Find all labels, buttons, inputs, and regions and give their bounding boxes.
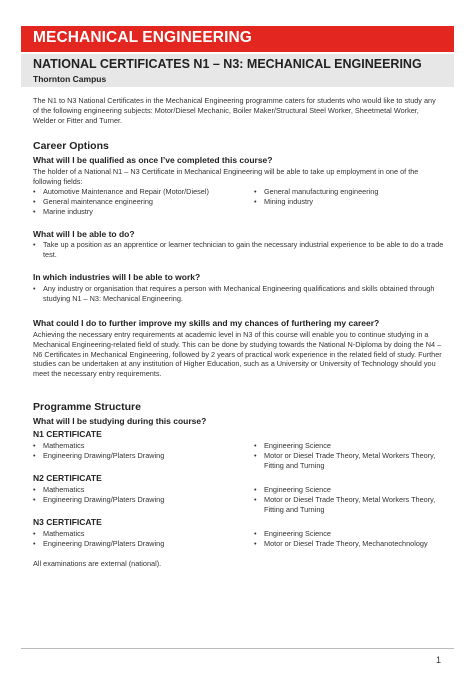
n3-subjects-left: [33, 529, 248, 549]
industries-question: In which industries will I be able to work?: [33, 272, 201, 282]
n3-certificate-title: N3 CERTIFICATE: [33, 517, 102, 527]
fields-list-right: [254, 187, 444, 207]
career-options-heading: Career Options: [33, 140, 109, 152]
banner-title: MECHANICAL ENGINEERING: [33, 29, 252, 46]
list-item: • Motor or Diesel Trade Theory, Metal Workers Theory, Fitting and Turning: [254, 451, 449, 471]
campus-name: Thornton Campus: [33, 74, 107, 84]
examinations-note: All examinations are external (national).: [33, 559, 162, 568]
course-header: [21, 54, 454, 87]
n1-subjects-right: [254, 441, 449, 470]
studying-question: What will I be studying during this course?: [33, 416, 207, 426]
list-item: • Motor or Diesel Trade Theory, Metal Workers Theory, Fitting and Turning: [254, 495, 449, 515]
list-item: • Engineering Drawing/Platers Drawing: [33, 539, 248, 549]
list-item: • Engineering Drawing/Platers Drawing: [33, 495, 248, 505]
n2-subjects-left: [33, 485, 248, 505]
able-to-do-item: • Take up a position as an apprentice or learner technician to gain the necessary industrial experience to be able to do a trade test.: [33, 240, 453, 260]
list-item: • Engineering Drawing/Platers Drawing: [33, 451, 248, 461]
n2-subjects-right: [254, 485, 449, 514]
list-item: • Engineering Science: [254, 485, 449, 495]
list-item: • General maintenance engineering: [33, 197, 248, 207]
list-item: • General manufacturing engineering: [254, 187, 444, 197]
programme-structure-heading: Programme Structure: [33, 401, 141, 413]
qualified-question: What will I be qualified as once I’ve completed this course?: [33, 155, 273, 165]
list-item: • Engineering Science: [254, 441, 449, 451]
list-item: • Mathematics: [33, 485, 248, 495]
intro-paragraph: The N1 to N3 National Certificates in the Mechanical Engineering programme caters for students who would like to study any of the following engineering subjects: Motor/Diesel Mechanic, Boiler Maker/Structural Steel Worker, Sheetmetal Worker, Welder or Fitter and Turner.: [33, 96, 436, 125]
list-item: • Marine industry: [33, 207, 248, 217]
list-item: • Motor or Diesel Trade Theory, Mechanotechnology: [254, 539, 454, 549]
footer-divider: [21, 648, 454, 649]
list-item: • Mathematics: [33, 441, 248, 451]
page-number: 1: [436, 655, 442, 665]
list-item: • Mathematics: [33, 529, 248, 539]
n1-certificate-title: N1 CERTIFICATE: [33, 429, 102, 439]
n3-subjects-right: [254, 529, 454, 549]
able-to-do-question: What will I be able to do?: [33, 229, 135, 239]
further-career-question: What could I do to further improve my skills and my chances of furthering my career?: [33, 318, 380, 328]
n2-certificate-title: N2 CERTIFICATE: [33, 473, 102, 483]
industries-item: • Any industry or organisation that requires a person with Mechanical Engineering qualifications and skills obtained through studying N1 – N3: Mechanical Engineering.: [33, 284, 453, 304]
fields-list-left: [33, 187, 248, 216]
n1-subjects-left: [33, 441, 248, 461]
page-banner: [21, 26, 454, 52]
qualified-text: The holder of a National N1 – N3 Certificate in Mechanical Engineering will be able to take up employment in one of the following fields:: [33, 167, 419, 186]
list-item: • Automotive Maintenance and Repair (Motor/Diesel): [33, 187, 248, 197]
list-item: • Mining industry: [254, 197, 444, 207]
course-title: NATIONAL CERTIFICATES N1 – N3: MECHANICAL ENGINEERING: [33, 57, 422, 71]
further-career-text: Achieving the necessary entry requirements at academic level in N3 of this course will enable you to continue studying in a Mechanical Engineering-related field of study. This can be done by studying towards the National N-Diploma by doing the N4 – N6 Certificates in Mechanical Engineering, followed by 2 years of practical work experience in the related field of study. Further studies can be undertaken at any institution of Higher Education, such as a University or University of Technology should you meet the necessary entry requirements.: [33, 330, 442, 379]
list-item: • Engineering Science: [254, 529, 454, 539]
